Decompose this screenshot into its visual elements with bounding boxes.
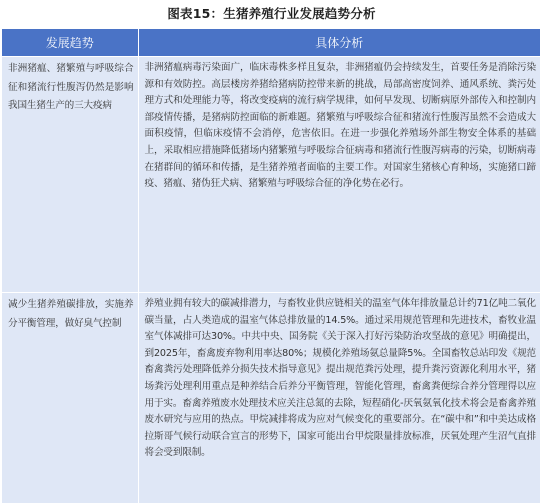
analysis-cell [138, 293, 540, 503]
table-row [2, 57, 540, 293]
figure-caption: 图表15：生猪养殖行业发展趋势分析 [0, 4, 543, 24]
trend-analysis-table [2, 29, 540, 503]
trend-text: 非洲猪瘟、猪繁殖与呼吸综合征和猪流行性腹泻仍然是影响我国生猪生产的三大疫病 [8, 60, 134, 116]
trend-text: 减少生猪养殖碳排放，实施养分平衡管理，做好臭气控制 [8, 296, 134, 333]
table-row [2, 293, 540, 503]
header-trend: 发展趋势 [2, 29, 138, 57]
header-analysis: 具体分析 [138, 29, 540, 57]
analysis-text: 非洲猪瘟病毒污染面广，临床毒株多样且复杂，非洲猪瘟仍会持续发生，首要任务是消除污染源和有效防控。高层楼房养猪给猪病防控带来新的挑战，局部高密度饲养、通风系统、粪污处理方式和处理能力等，将改变疫病的流行病学规律，如何早发现、切断病原外部传入和控制内部疫情传播，是猪病防控面临的新难题。猪繁殖与呼吸综合征和猪流行性腹泻虽然不会造成大面积疫情，但临床疫情不会消停，危害依旧。在进一步强化养殖场外部生物安全体系的基础上，采取相应措施降低猪场内猪繁殖与呼吸综合征病毒和猪流行性腹泻病毒的污染，切断病毒在猪群间的循环和传播，是生猪养殖者面临的主要工作。对国家生猪核心育种场，实施猪口蹄疫、猪瘟、猪伪狂犬病、猪繁殖与呼吸综合征的净化势在必行。 [145, 60, 537, 193]
table-header-row [2, 29, 540, 57]
trend-cell [2, 293, 138, 503]
analysis-cell [138, 57, 540, 293]
trend-cell [2, 57, 138, 293]
analysis-text: 养殖业拥有较大的碳减排潜力，与畜牧业供应链相关的温室气体年排放量总计约71亿吨二氧化碳当量，占人类造成的温室气体总排放量的14.5%。通过采用规范管理和先进技术，畜牧业温室气体减排可达30%。中共中央、国务院《关于深入打好污染防治攻坚战的意见》明确提出，到2025年，畜禽废弃物利用率达80%；规模化养殖场氨总量降5%。全国畜牧总站印发《规范畜禽粪污处理降低养分损失技术指导意见》提出规范粪污处理，提升粪污资源化利用水平，猪场粪污处理利用重点是种养结合后养分平衡管理，智能化管理，畜禽粪便综合养分管理得以应用于实。畜禽养殖废水处理技术应关注总氮的去除，短程硝化-厌氧氨氧化技术将会是畜禽养殖废水研究与应用的热点。甲烷减排将成为应对气候变化的重要部分。在“碳中和”和中美达成格拉斯哥气候行动联合宣言的形势下，国家可能出台甲烷限量排放标准，厌氧处理产生沼气直排将会受到限制。 [145, 296, 537, 462]
